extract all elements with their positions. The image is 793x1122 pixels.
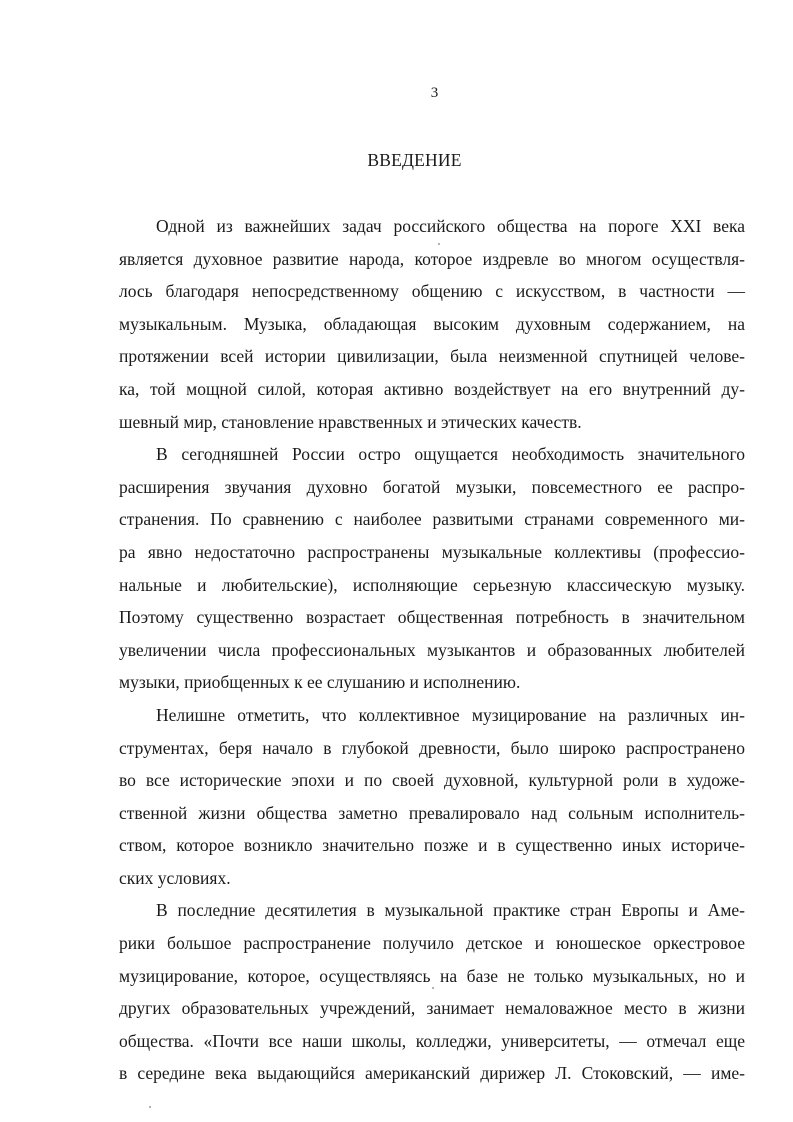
text-line: лось благодаря непосредственному общению с искусством, в частности — <box>119 281 745 302</box>
text-line: общества. «Почти все наши школы, колледжи, университеты, — отмечал еще <box>119 1030 745 1051</box>
paragraph <box>119 894 745 1090</box>
scan-speck <box>432 987 434 989</box>
text-line: Поэтому существенно возрастает общественная потребность в значительном <box>119 607 745 628</box>
page-title: ВВЕДЕНИЕ <box>367 150 462 170</box>
text-line: ра явно недостаточно распространены музыкальные коллективы (профессио- <box>119 541 745 562</box>
text-line: ственной жизни общества заметно превалировало над сольным исполнитель- <box>119 802 745 823</box>
text-line: В последние десятилетия в музыкальной практике стран Европы и Аме- <box>156 900 745 921</box>
text-line: музицирование, которое, осуществляясь на базе не только музыкальных, но и <box>119 965 745 986</box>
text-line: струментах, беря начало в глубокой древности, было широко распространено <box>119 737 745 758</box>
text-line: других образовательных учреждений, занимает немаловажное место в жизни <box>119 998 745 1019</box>
text-line: ка, той мощной силой, которая активно воздействует на его внутренний ду- <box>119 378 745 399</box>
text-line: музыки, приобщенных к ее слушанию и исполнению. <box>119 672 521 693</box>
text-line: в середине века выдающийся американский дирижер Л. Стоковский, — име- <box>119 1063 745 1084</box>
text-line: В сегодняшней России остро ощущается необходимость значительного <box>156 444 745 465</box>
paragraph <box>119 210 745 438</box>
text-line: шевный мир, становление нравственных и этических качеств. <box>119 411 582 432</box>
paragraph <box>119 438 745 699</box>
text-line: увеличении числа профессиональных музыкантов и образованных любителей <box>119 639 745 660</box>
text-line: расширения звучания духовно богатой музыки, повсеместного ее распро- <box>119 476 745 497</box>
paragraph <box>119 699 745 895</box>
scan-speck <box>149 1106 151 1108</box>
text-line: во все исторические эпохи и по своей духовной, культурной роли в художе- <box>119 770 745 791</box>
text-line: ством, которое возникло значительно позже и в существенно иных историче- <box>119 835 745 856</box>
text-line: является духовное развитие народа, которое издревле во многом осуществля- <box>119 248 745 269</box>
text-line: странения. По сравнению с наиболее развитыми странами современного ми- <box>119 509 745 530</box>
text-line: ских условиях. <box>119 867 231 888</box>
text-line: Нелишне отметить, что коллективное музицирование на различных ин- <box>156 704 745 725</box>
body-text <box>119 210 745 1090</box>
scan-speck <box>438 243 440 245</box>
text-line: Одной из важнейших задач российского общества на пороге XXI века <box>156 216 745 236</box>
text-line: рики большое распространение получило детское и юношеское оркестровое <box>119 933 745 954</box>
text-line: музыкальным. Музыка, обладающая высоким духовным содержанием, на <box>119 313 745 334</box>
page-number: 3 <box>430 85 439 101</box>
text-line: нальные и любительские), исполняющие серьезную классическую музыку. <box>119 574 745 595</box>
text-line: протяжении всей истории цивилизации, была неизменной спутницей челове- <box>119 346 745 367</box>
